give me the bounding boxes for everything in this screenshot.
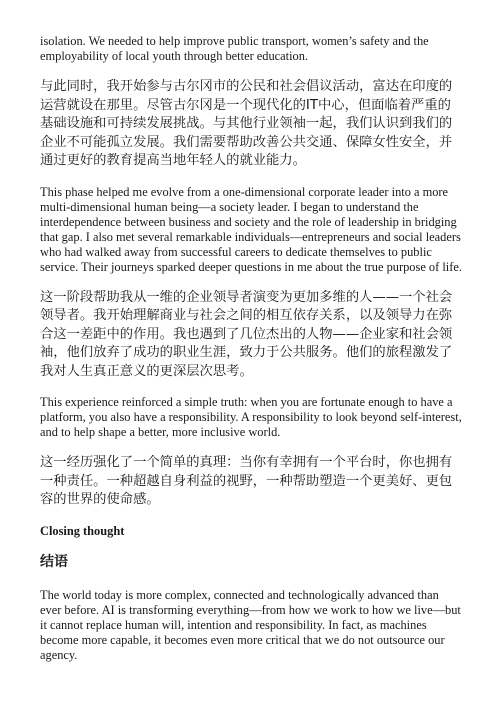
paragraph-zh-responsibility: 这一经历强化了一个简单的真理：当你有幸拥有一个平台时，你也拥有一种责任。一种超越自身利益的视野，一种帮助塑造一个更美好、更包容的世界的使命感。 [40, 455, 453, 507]
closing-heading-en: Closing thought [40, 523, 125, 538]
paragraph-en-society-leader: This phase helped me evolve from a one-dimensional corporate leader into a more multi-dimensional human being—a society leader. I began to understand the interdependence between business and society and the role of leadership in bridging that gap. I also met several remarkable individuals—entrepreneurs and social leaders who had walked away from successful careers to dedicate themselves to public service. Their journeys sparked deeper questions in me about the true purpose of life. [40, 184, 462, 274]
paragraph-zh-gurgaon: 与此同时，我开始参与古尔冈市的公民和社会倡议活动，富达在印度的运营就设在那里。尽管古尔冈是一个现代化的IT中心，但面临着严重的基础设施和可持续发展挑战。与其他行业领袖一起，我们认识到我们的企业不可能孤立发展。我们需要帮助改善公共交通、保障女性安全，并通过更好的教育提高当地年轻人的就业能力。 [40, 79, 453, 168]
closing-heading-zh: 结语 [40, 553, 68, 570]
paragraph-en-isolation: isolation. We needed to help improve public transport, women’s safety and the employability of local youth through better education. [40, 34, 429, 63]
paragraph-zh-society-leader: 这一阶段帮助我从一维的企业领导者演变为更加多维的人——一个社会领导者。我开始理解商业与社会之间的相互依存关系，以及领导力在弥合这一差距中的作用。我也遇到了几位杰出的人物——企业家和社会领袖，他们放弃了成功的职业生涯，致力于公共服务。他们的旅程激发了我对人生真正意义的更深层次思考。 [40, 289, 453, 379]
paragraph-en-closing: The world today is more complex, connected and technologically advanced than ever before. AI is transforming everything—from how we work to how we live—but it cannot replace human will, intention and responsibility. In fact, as machines become more capable, it becomes even more critical that we do not outsource our agency. [40, 587, 461, 662]
document-page [40, 34, 462, 677]
paragraph-en-responsibility: This experience reinforced a simple truth: when you are fortunate enough to have a platform, you also have a responsibility. A responsibility to look beyond self-interest, and to help shape a better, more inclusive world. [40, 395, 462, 439]
